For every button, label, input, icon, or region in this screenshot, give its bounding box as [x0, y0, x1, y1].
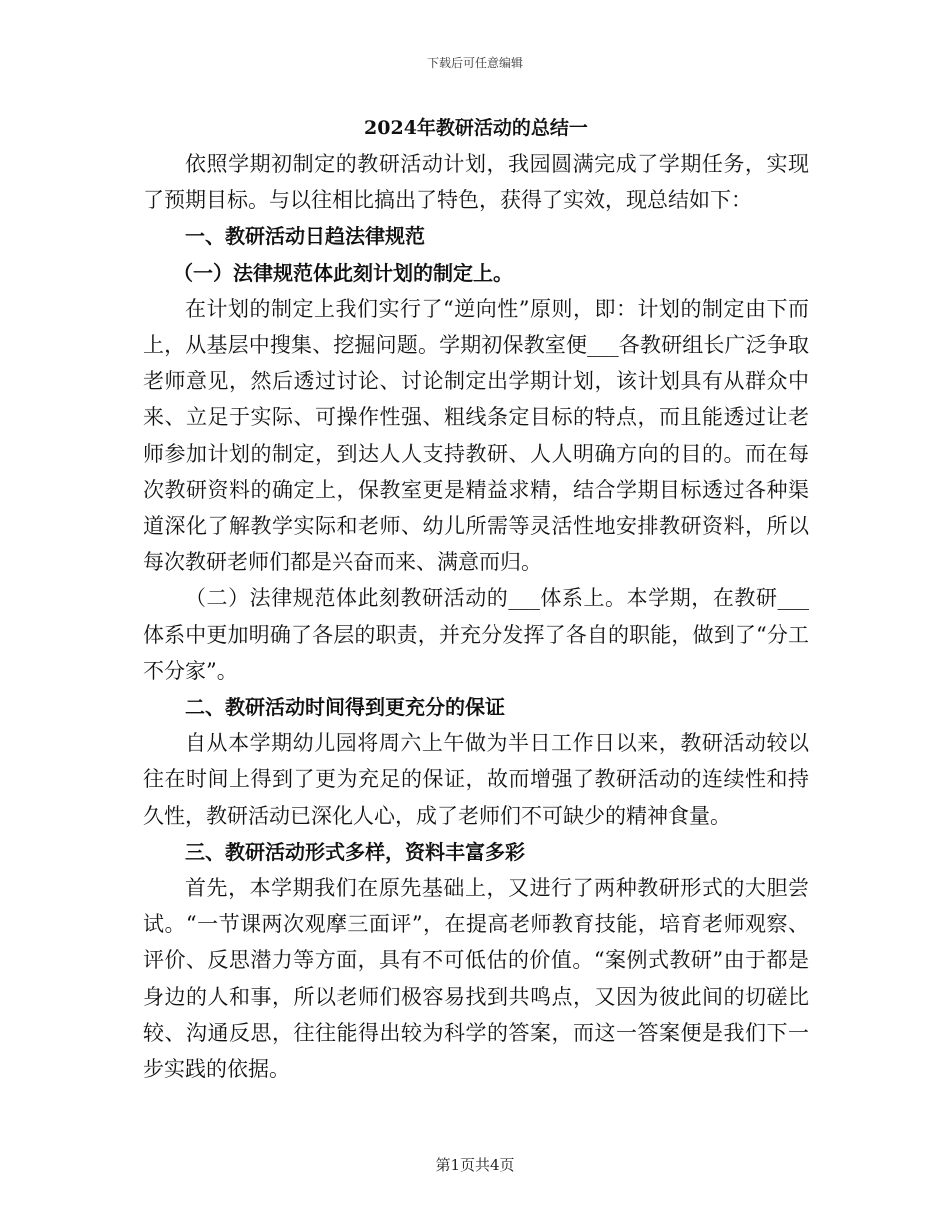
section-heading-3: 三、教研活动形式多样，资料丰富多彩 — [185, 839, 525, 864]
subsection-heading-1-1: （一）法律规范体此刻计划的制定上。 — [173, 260, 513, 285]
document-body — [143, 110, 809, 1087]
document-title: 2024年教研活动的总结一 — [364, 117, 588, 139]
header-note: 下载后可任意编辑 — [426, 56, 523, 70]
section-heading-1: 一、教研活动日趋法律规范 — [185, 224, 425, 249]
paragraph-organization: （二）法律规范体此刻教研活动的___体系上。本学期，在教研___体系中更加明确了各层的职责，并充分发挥了各自的职能，做到了“分工不分家”。 — [143, 586, 809, 683]
page-footer: 第1页共4页 — [435, 1156, 515, 1174]
paragraph-plan: 在计划的制定上我们实行了“逆向性”原则，即：计划的制定由下而上，从基层中搜集、挖掘问题。学期初保教室便___各教研组长广泛争取老师意见，然后透过讨论、讨论制定出学期计划，该计划具有从群众中来、立足于实际、可操作性强、粗线条定目标的特点，而且能透过让老师参加计划的制定，到达人人支持教研、人人明确方向的目的。而在每次教研资料的确定上，保教室更是精益求精，结合学期目标透过各种渠道深化了解教学实际和老师、幼儿所需等灵活性地安排教研资料，所以每次教研老师们都是兴奋而来、满意而归。 — [143, 296, 809, 575]
paragraph-time: 自从本学期幼儿园将周六上午做为半日工作日以来，教研活动较以往在时间上得到了更为充足的保证，故而增强了教研活动的连续性和持久性，教研活动已深化人心，成了老师们不可缺少的精神食量。 — [143, 731, 809, 828]
paragraph-forms: 首先，本学期我们在原先基础上，又进行了两种教研形式的大胆尝试。“一节课两次观摩三面评”，在提高老师教育技能，培育老师观察、评价、反思潜力等方面，具有不可低估的价值。“案例式教研”由于都是身边的人和事，所以老师们极容易找到共鸣点，又因为彼此间的切磋比较、沟通反思，往往能得出较为科学的答案，而这一答案便是我们下一步实践的依据。 — [143, 876, 809, 1082]
section-heading-2: 二、教研活动时间得到更充分的保证 — [185, 695, 505, 720]
intro-paragraph: 依照学期初制定的教研活动计划，我园圆满完成了学期任务，实现了预期目标。与以往相比搞出了特色，获得了实效，现总结如下： — [143, 152, 809, 213]
